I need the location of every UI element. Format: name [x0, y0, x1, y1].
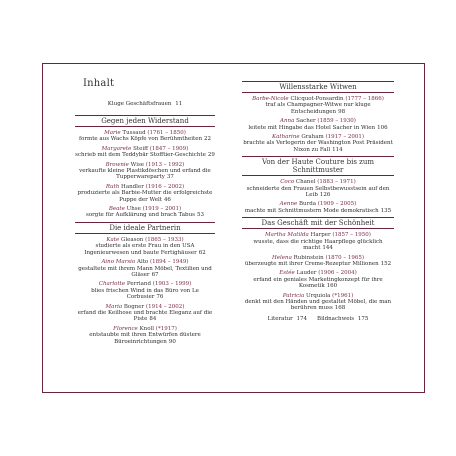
toc-entry: [242, 232, 394, 251]
entry-last-name: Lauder: [296, 270, 317, 277]
entry-years: (*1917): [155, 325, 177, 332]
toc-footer: [242, 316, 394, 322]
entry-first-name: Aino Marsio: [101, 259, 136, 266]
section-heading: Die ideale Partnerin: [75, 222, 215, 234]
section-heading: Von der Haute Couture bis zum Schnittmuster: [242, 156, 394, 176]
entry-page: 53: [196, 212, 204, 219]
entry-years: (1913 – 1992): [145, 161, 185, 168]
entry-description: entstaubte mit ihren Entwürfen düstere Büroeinrichtungen 90: [89, 332, 201, 345]
intro-entry: [75, 101, 215, 107]
entry-page: 152: [380, 260, 392, 267]
left-sections: [75, 115, 215, 345]
entry-years: (1917 – 2001): [325, 134, 364, 141]
entry-description: blies frischen Wind in das Büro von Le Corbusier 76: [91, 287, 199, 301]
toc-entry: [75, 162, 215, 181]
entry-page: 160: [326, 283, 338, 290]
entry-last-name: Clicquot-Ponsardin: [290, 96, 344, 102]
footer-literatur: Literatur 174: [267, 315, 308, 322]
section-heading: Das Geschäft mit der Schönheit: [242, 217, 394, 229]
entry-years: (1847 – 1909): [149, 145, 189, 152]
entry-years: (1857 – 1950): [332, 232, 371, 239]
entry-years: (1761 – 1850): [147, 130, 186, 136]
entry-years: (1916 – 2002): [145, 183, 185, 190]
entry-first-name: Beate: [108, 206, 125, 213]
entry-years: (1870 – 1965): [325, 254, 365, 261]
entry-years: (1906 – 2004): [318, 270, 357, 277]
entry-page: 106: [377, 124, 388, 131]
toc-entry: [75, 184, 215, 203]
entry-first-name: Estée: [279, 270, 295, 277]
toc-title: Inhalt: [83, 78, 115, 89]
entry-first-name: Brownie: [105, 161, 129, 168]
entry-last-name: Handler: [121, 183, 144, 190]
entry-last-name: Tussaud: [122, 130, 146, 136]
entry-first-name: Kate: [106, 236, 120, 243]
entry-description: wusste, dass die richtige Haarpflege glücklich macht 144: [253, 238, 383, 252]
entry-last-name: Uhse: [126, 206, 141, 213]
entry-first-name: Martha Matilda: [265, 232, 309, 239]
entry-description: denkt mit den Händen und gestaltet Möbel, die man berühren muss 168: [244, 298, 392, 312]
entry-years: (1859 – 1930): [317, 118, 356, 125]
toc-entry: [242, 255, 394, 268]
entry-page: 144: [322, 245, 333, 252]
section-heading: Willensstarke Witwen: [242, 81, 394, 93]
entry-last-name: Burda: [299, 201, 317, 208]
entry-last-name: Chanel: [295, 179, 316, 186]
entry-description: sorgte für Aufklärung und brach Tabus 53: [86, 212, 204, 219]
entry-first-name: Ruth: [105, 183, 120, 190]
entry-last-name: Gleason: [120, 236, 144, 243]
entry-description: erfand ein geniales Marketingkonzept für ihre Kosmetik 160: [253, 276, 383, 290]
entry-first-name: Marie: [104, 130, 121, 136]
entry-years: (1883 – 1971): [317, 179, 356, 186]
entry-description: leitete mit Hingabe das Hotel Sacher in Wien 106: [248, 124, 388, 131]
entry-last-name: Graham: [301, 134, 324, 141]
entry-years: (1919 – 2001): [142, 206, 182, 213]
toc-entry: [75, 304, 215, 323]
entry-years: (*1961): [332, 292, 354, 299]
entry-description: traf als Champagner-Witwe nur kluge Entscheidungen 98: [265, 102, 371, 115]
entry-description: verkaufte kleine Plastikdöschen und erfand die Tupperwareparty 37: [79, 168, 211, 181]
entry-page: 126: [319, 192, 331, 199]
entry-years: (1914 – 2002): [145, 303, 185, 310]
entry-page: 29: [207, 152, 215, 159]
entry-first-name: Margarete: [101, 145, 132, 152]
toc-entry: [75, 130, 215, 143]
entry-first-name: Patricia: [282, 292, 305, 299]
entry-first-name: Florence: [113, 325, 138, 332]
entry-last-name: Knoll: [139, 325, 155, 332]
toc-entry: [242, 270, 394, 289]
entry-years: (1865 – 1933): [145, 236, 184, 243]
entry-page: 168: [334, 305, 346, 312]
entry-years: (1909 – 2005): [317, 201, 357, 208]
toc-entry: [75, 259, 215, 278]
entry-last-name: Harper: [310, 232, 331, 239]
entry-years: (1903 – 1999): [152, 281, 192, 288]
entry-last-name: Alto: [136, 259, 149, 266]
entry-description: formte aus Wachs Köpfe von Berühmtheiten 22: [79, 136, 211, 143]
entry-page: 22: [204, 136, 211, 143]
toc-entry: [75, 146, 215, 159]
entry-page: 84: [149, 316, 157, 323]
entry-last-name: Urquiola: [305, 292, 331, 299]
intro-text: Kluge Geschäftsfrauen: [107, 101, 172, 107]
entry-description: schrieb mit dem Teddybär Stofftier-Geschichte 29: [75, 152, 215, 159]
toc-entry: [242, 179, 394, 198]
entry-years: (1777 – 1866): [345, 96, 384, 102]
entry-first-name: Katharine: [272, 134, 300, 141]
toc-entry: [242, 134, 394, 153]
toc-entry: [242, 293, 394, 312]
entry-page: 62: [198, 249, 206, 256]
entry-first-name: Aenne: [279, 201, 298, 208]
entry-description: produzierte als Barbie-Mutter die erfolgreichste Puppe der Welt 46: [77, 190, 213, 203]
entry-first-name: Maria: [105, 303, 123, 310]
section-heading: Gegen jeden Widerstand: [75, 115, 215, 127]
entry-page: 135: [380, 207, 392, 214]
toc-entry: [75, 281, 215, 300]
entry-page: 46: [163, 196, 171, 203]
entry-description: gestaltete mit ihrem Mann Möbel, Textilien und Gläser 67: [78, 265, 212, 278]
toc-entry: [75, 326, 215, 345]
entry-last-name: Wise: [130, 161, 145, 168]
entry-page: 67: [151, 271, 159, 278]
entry-last-name: Rubinstein: [293, 254, 324, 261]
entry-description: erfand die Keilhose und brachte Eleganz auf die Piste 84: [77, 309, 213, 323]
entry-description: studierte als erste Frau in den USA Ingenieurwesen und baute Fertighäuser 62: [84, 243, 206, 256]
entry-first-name: Anna: [280, 118, 295, 125]
entry-first-name: Barbe-Nicole: [252, 96, 289, 102]
entry-last-name: Sacher: [296, 118, 316, 125]
entry-page: 90: [168, 338, 176, 345]
entry-page: 76: [156, 294, 164, 301]
right-column: [242, 78, 394, 322]
entry-last-name: Bogner: [123, 303, 145, 310]
entry-page: 98: [338, 108, 346, 115]
entry-description: überzeugte mit ihrer Creme-Rezeptur Millionen 152: [244, 260, 392, 267]
left-column: [75, 68, 215, 348]
entry-first-name: Coco: [280, 179, 295, 186]
intro-page: 11: [175, 101, 183, 107]
entry-description: schneiderte den Frauen Selbstbewusstsein auf den Leib 126: [246, 185, 390, 199]
entry-description: brachte als Verlegerin der Washington Post Präsident Nixon zu Fall 114: [243, 140, 393, 153]
footer-bildnachweis: Bildnachweis 175: [317, 315, 369, 322]
entry-years: (1894 – 1949): [149, 259, 189, 266]
right-sections: [242, 81, 394, 312]
toc-entry: [75, 237, 215, 256]
entry-page: 37: [166, 174, 174, 181]
toc-entry: [242, 96, 394, 115]
toc-entry: [75, 206, 215, 219]
entry-page: 114: [332, 146, 343, 153]
toc-entry: [242, 201, 394, 214]
entry-first-name: Charlotte: [98, 281, 126, 288]
entry-last-name: Perriand: [126, 281, 151, 288]
entry-description: machte mit Schnittmustern Mode demokratisch 135: [244, 207, 392, 214]
toc-entry: [242, 118, 394, 131]
entry-first-name: Helena: [271, 254, 292, 261]
entry-last-name: Steiff: [133, 145, 149, 152]
